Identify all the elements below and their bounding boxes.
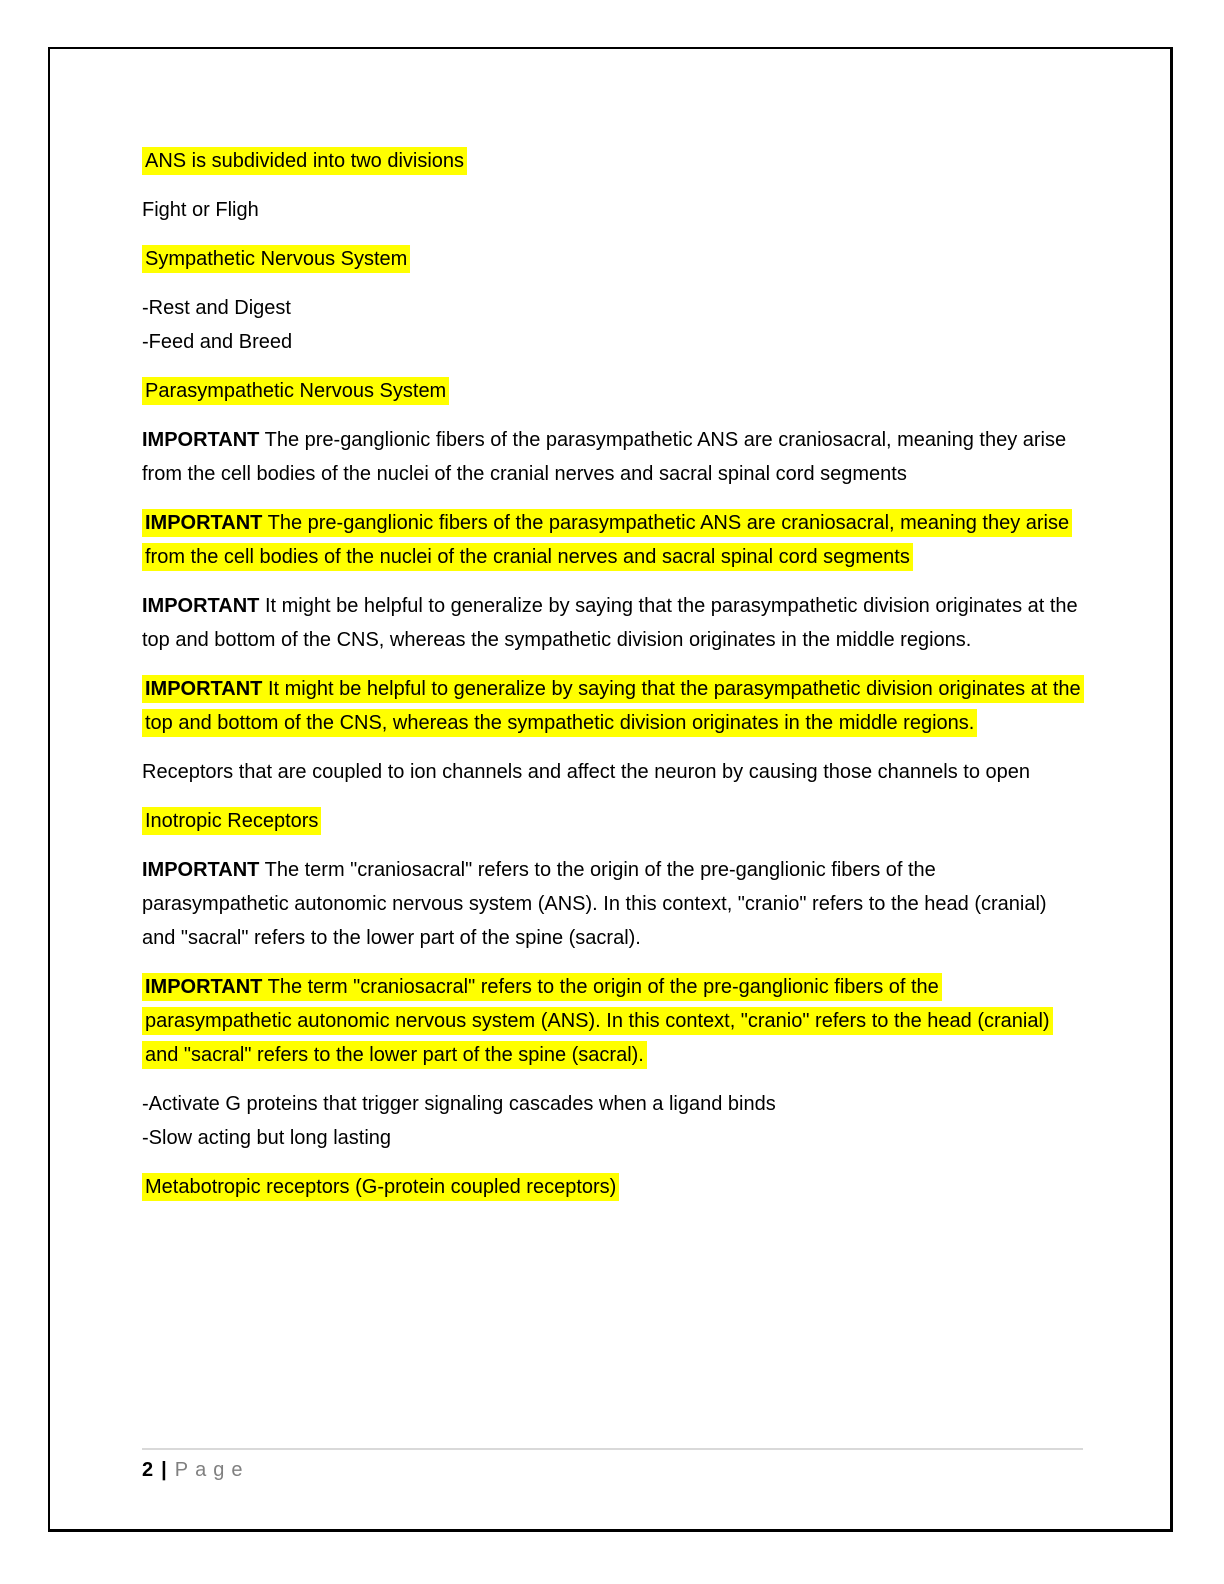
paragraph-text: It might be helpful to generalize by saying that the parasympathetic division originates at the top and bottom of the CNS, whereas the sympathetic division originates in the middle regions. xyxy=(142,595,1078,651)
important-label: IMPORTANT xyxy=(142,429,260,451)
highlighted-text: ANS is subdivided into two divisions xyxy=(142,147,467,175)
paragraph-text: The term "craniosacral" refers to the origin of the pre-ganglionic fibers of the parasympathetic autonomic nervous system (ANS). In this context, "cranio" refers to the head (cranial) and "sacral" refers to the lower part of the spine (sacral). xyxy=(142,859,1047,949)
page-footer xyxy=(142,1448,1083,1484)
page-number: 2 xyxy=(142,1459,154,1481)
text-rest-and-digest: -Rest and Digest xyxy=(142,297,291,319)
text-fight-or-fligh: Fight or Fligh xyxy=(142,199,259,221)
important-label: IMPORTANT xyxy=(142,595,260,617)
paragraph-craniosacral-fibers xyxy=(142,423,1082,491)
footer-separator: | xyxy=(161,1459,167,1481)
heading-parasympathetic-nervous-system xyxy=(142,374,1082,408)
heading-inotropic-receptors xyxy=(142,804,1082,838)
heading-metabotropic-receptors xyxy=(142,1170,1082,1204)
paragraph-text: The pre-ganglionic fibers of the parasympathetic ANS are craniosacral, meaning they arise from the cell bodies of the nuclei of the cranial nerves and sacral spinal cord segments xyxy=(145,512,1070,568)
document-content xyxy=(142,144,1082,1219)
text-slow-acting: -Slow acting but long lasting xyxy=(142,1127,392,1149)
paragraph-craniosacral-term xyxy=(142,853,1082,955)
list-g-protein-properties xyxy=(142,1087,1082,1155)
list-rest-digest-feed-breed xyxy=(142,291,1082,359)
important-label: IMPORTANT xyxy=(142,859,260,881)
highlighted-text: Inotropic Receptors xyxy=(142,807,321,835)
paragraph-generalize-highlighted xyxy=(142,672,1082,740)
text-activate-g-proteins: -Activate G proteins that trigger signaling cascades when a ligand binds xyxy=(142,1093,776,1115)
paragraph-craniosacral-fibers-highlighted xyxy=(142,506,1082,574)
paragraph-craniosacral-term-highlighted xyxy=(142,970,1082,1072)
important-label: IMPORTANT xyxy=(145,678,263,700)
heading-sympathetic-nervous-system xyxy=(142,242,1082,276)
highlighted-text: Parasympathetic Nervous System xyxy=(142,377,449,405)
important-label: IMPORTANT xyxy=(145,976,263,998)
heading-ans-divisions xyxy=(142,144,1082,178)
highlighted-text xyxy=(142,509,1072,571)
important-label: IMPORTANT xyxy=(145,512,263,534)
text-feed-and-breed: -Feed and Breed xyxy=(142,331,293,353)
highlighted-text: Metabotropic receptors (G-protein coupled receptors) xyxy=(142,1173,619,1201)
highlighted-text xyxy=(142,675,1084,737)
highlighted-text: Sympathetic Nervous System xyxy=(142,245,410,273)
footer-page-label: Page xyxy=(174,1459,250,1481)
paragraph-generalize xyxy=(142,589,1082,657)
paragraph-receptors-ion-channels: Receptors that are coupled to ion channels and affect the neuron by causing those channels to open xyxy=(142,761,1031,783)
highlighted-text xyxy=(142,973,1053,1069)
paragraph-text: The term "craniosacral" refers to the origin of the pre-ganglionic fibers of the parasympathetic autonomic nervous system (ANS). In this context, "cranio" refers to the head (cranial) and "sacral" refers to the lower part of the spine (sacral). xyxy=(145,976,1050,1066)
paragraph-text: It might be helpful to generalize by saying that the parasympathetic division originates at the top and bottom of the CNS, whereas the sympathetic division originates in the middle regions. xyxy=(145,678,1081,734)
paragraph-text: The pre-ganglionic fibers of the parasympathetic ANS are craniosacral, meaning they arise from the cell bodies of the nuclei of the cranial nerves and sacral spinal cord segments xyxy=(142,429,1067,485)
